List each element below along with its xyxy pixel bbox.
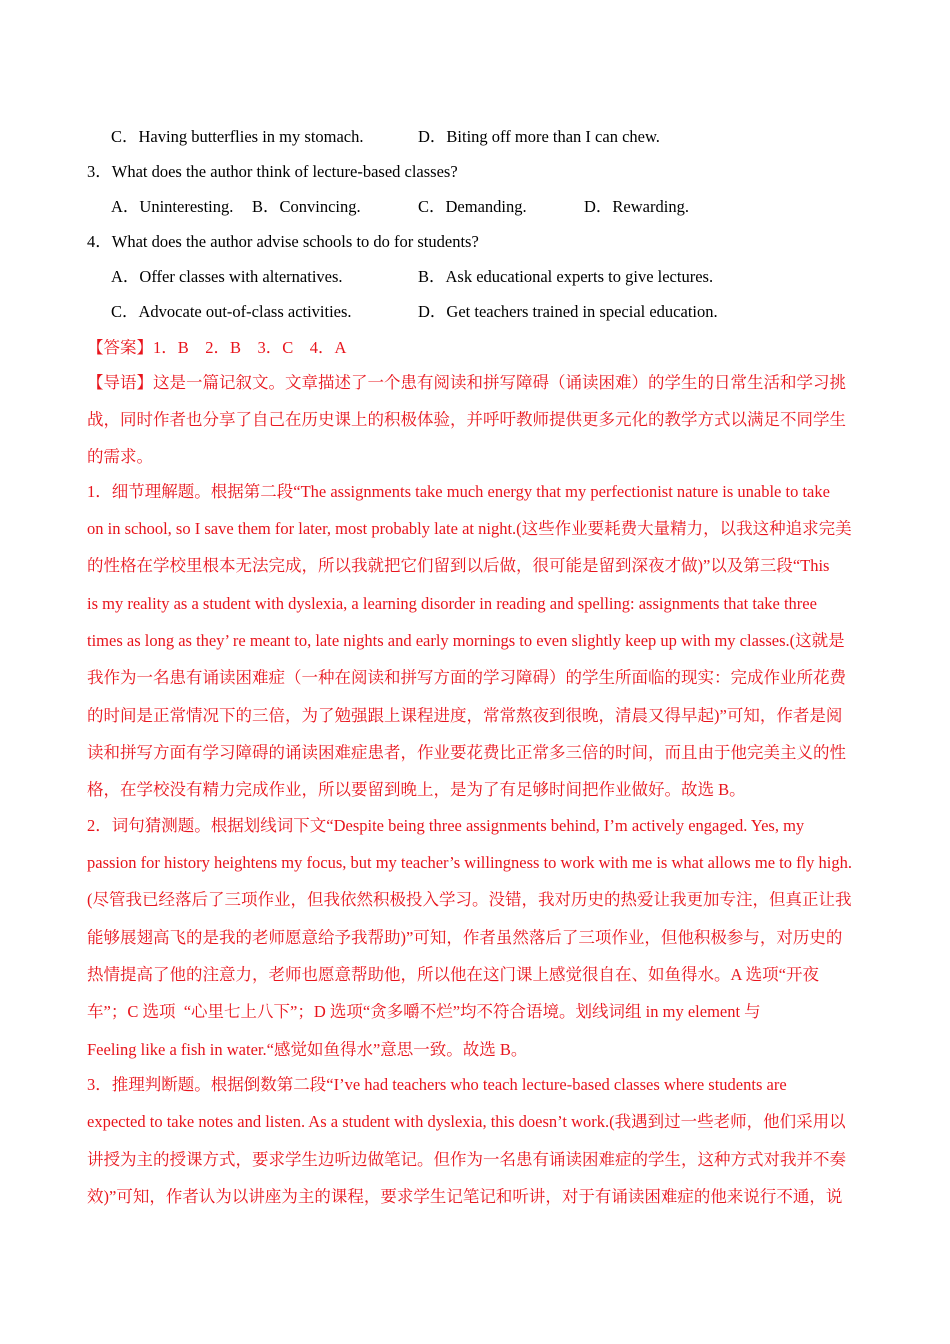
q3-option-c: C．Demanding. (418, 197, 527, 216)
intro-text: 这是一篇记叙文。文章描述了一个患有阅读和拼写障碍（诵读困难）的学生的日常生活和学习挑 (153, 373, 846, 392)
explanation-1-line: is my reality as a student with dyslexia, a learning disorder in reading and spelling: assignments that take three (87, 594, 817, 613)
q3-stem: 3．What does the author think of lecture-based classes? (87, 162, 458, 181)
explanation-2-line: 热情提高了他的注意力，老师也愿意帮助他，所以他在这门课上感觉很自在、如鱼得水。A 选项“开夜 (87, 965, 819, 984)
intro-line-1 (87, 373, 846, 393)
explanation-1-line: 的时间是正常情况下的三倍，为了勉强跟上课程进度，常常熬夜到很晚，清晨又得早起)”可知，作者是阅 (87, 706, 843, 725)
q4-stem: 4．What does the author advise schools to do for students? (87, 232, 479, 251)
explanation-1-line: on in school, so I save them for later, most probably late at night.(这些作业要耗费大量精力，以我这种追求完美 (87, 519, 852, 538)
explanation-2-line: (尽管我已经落后了三项作业，但我依然积极投入学习。没错，我对历史的热爱让我更加专注，但真正让我 (87, 890, 852, 909)
explanation-3-line: 讲授为主的授课方式，要求学生边听边做笔记。但作为一名患有诵读困难症的学生，这种方式对我并不奏 (87, 1150, 846, 1169)
q3-option-d: D．Rewarding. (584, 197, 689, 216)
explanation-1-line: 格，在学校没有精力完成作业，所以要留到晚上，是为了有足够时间把作业做好。故选 B。 (87, 780, 746, 799)
explanation-2-line: passion for history heightens my focus, but my teacher’s willingness to work with me is what allows me to fly high. (87, 853, 853, 872)
q3-option-b: B．Convincing. (252, 197, 361, 216)
explanation-2-line: 车”；C 选项 “心里七上八下”；D 选项“贪多嚼不烂”均不符合语境。划线词组 in my element 与 (87, 1002, 761, 1021)
intro-tag: 【导语】 (87, 373, 153, 392)
q2-option-c: C．Having butterflies in my stomach. (111, 127, 364, 146)
explanation-1-line: 的性格在学校里根本无法完成，所以我就把它们留到以后做，很可能是留到深夜才做)”以及第三段“This (87, 556, 830, 575)
q2-option-d: D．Biting off more than I can chew. (418, 127, 660, 146)
q4-option-c: C．Advocate out-of-class activities. (111, 302, 352, 321)
explanation-2-line: 2．词句猜测题。根据划线词下文“Despite being three assignments behind, I’m actively engaged. Yes, my (87, 816, 805, 835)
explanation-2-line: Feeling like a fish in water.“感觉如鱼得水”意思一致。故选 B。 (87, 1040, 528, 1059)
explanation-3-line: expected to take notes and listen. As a student with dyslexia, this doesn’t work.(我遇到过一些老师，他们采用以 (87, 1112, 846, 1131)
intro-line-3: 的需求。 (87, 447, 153, 466)
explanation-3-line: 3．推理判断题。根据倒数第二段“I’ve had teachers who teach lecture-based classes where students are (87, 1075, 787, 1094)
q4-option-a: A．Offer classes with alternatives. (111, 267, 343, 286)
answer-tag: 【答案】 (87, 338, 153, 357)
q4-option-b: B．Ask educational experts to give lectures. (418, 267, 714, 286)
explanation-3-line: 效)”可知，作者认为以讲座为主的课程，要求学生记笔记和听讲，对于有诵读困难症的他来说行不通，说 (87, 1187, 843, 1206)
answer-text: 1．B 2．B 3．C 4．A (153, 338, 347, 357)
answer-line (87, 338, 346, 358)
q3-option-a: A．Uninteresting. (111, 197, 234, 216)
explanation-1-line: 我作为一名患有诵读困难症（一种在阅读和拼写方面的学习障碍）的学生所面临的现实：完成作业所花费 (87, 668, 846, 687)
explanation-1-line: 1．细节理解题。根据第二段“The assignments take much energy that my perfectionist nature is unable to take (87, 482, 830, 501)
explanation-1-line: 读和拼写方面有学习障碍的诵读困难症患者，作业要花费比正常多三倍的时间，而且由于他完美主义的性 (87, 743, 846, 762)
explanation-2-line: 能够展翅高飞的是我的老师愿意给予我帮助)”可知，作者虽然落后了三项作业，但他积极参与，对历史的 (87, 928, 843, 947)
q4-option-d: D．Get teachers trained in special education. (418, 302, 718, 321)
explanation-1-line: times as long as they’ re meant to, late nights and early mornings to even slightly keep up with my classes.(这就是 (87, 631, 845, 650)
intro-line-2: 战，同时作者也分享了自己在历史课上的积极体验，并呼吁教师提供更多元化的教学方式以满足不同学生 (87, 410, 846, 429)
